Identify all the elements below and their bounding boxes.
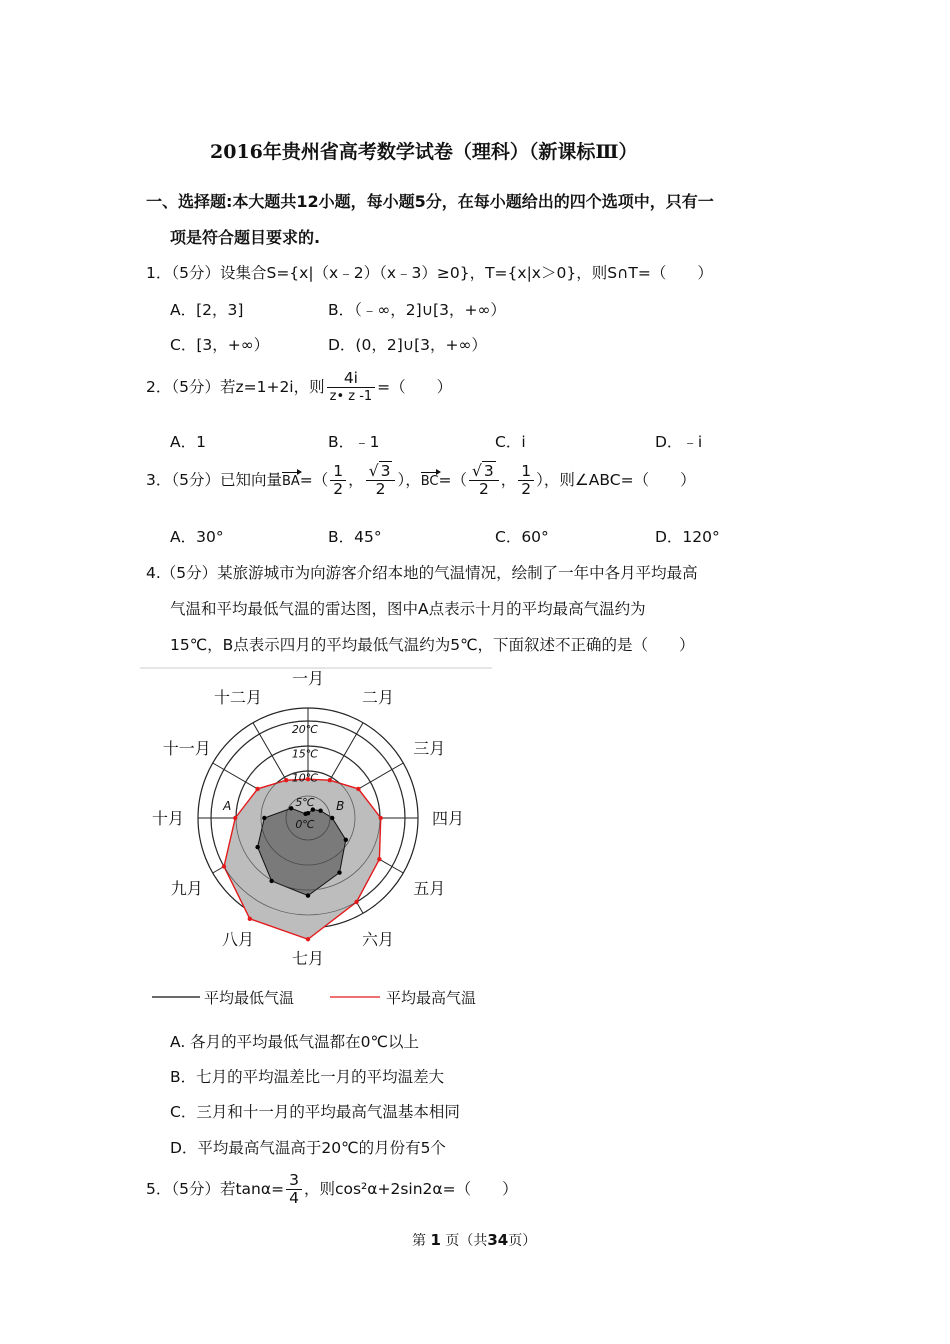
- high-temp-point-五月: [377, 857, 381, 861]
- q2-fraction: [327, 370, 376, 405]
- month-label-二月: 二月: [361, 687, 395, 707]
- question-4-line2: 气温和平均最低气温的雷达图，图中A点表示十月的平均最高气温约为: [170, 600, 646, 618]
- footer-page-number: 1: [430, 1231, 441, 1249]
- q3-comma-2: ，: [500, 471, 517, 489]
- q3-frac-4: [518, 463, 534, 498]
- month-label-十二月: 十二月: [213, 687, 263, 707]
- q4-option-b: B．七月的平均温差比一月的平均温差大: [170, 1068, 445, 1086]
- low-temp-point-八月: [269, 879, 273, 883]
- high-temp-point-十二月: [284, 778, 288, 782]
- low-temp-point-四月: [330, 816, 334, 820]
- q5-denominator: 4: [289, 1189, 299, 1207]
- q2-numerator: 4i: [327, 370, 376, 388]
- radial-tick-label: 20℃: [291, 723, 319, 736]
- q3-frac-3: [469, 463, 499, 498]
- radial-tick-label: 5℃: [295, 795, 315, 809]
- footer-total-pages: 34: [487, 1231, 509, 1249]
- q3-frac-2-num: 3: [380, 462, 391, 480]
- radial-tick-label: 15℃: [291, 747, 319, 761]
- legend-high-label: 平均最高气温: [386, 989, 477, 1007]
- legend-low-label: 平均最低气温: [204, 989, 295, 1007]
- annotation-A: A: [223, 799, 232, 813]
- q1-option-a: A．[2，3]: [170, 301, 244, 319]
- high-temp-point-十一月: [255, 787, 259, 791]
- q3-frac-3-den: 2: [478, 480, 489, 498]
- q5-fraction: [286, 1172, 302, 1207]
- q3-frac-1: [330, 463, 346, 498]
- question-5: [146, 1172, 518, 1207]
- high-temp-point-六月: [354, 900, 358, 904]
- high-temp-point-十月: [233, 816, 237, 820]
- q2-option-b: B．﹣1: [328, 433, 380, 451]
- q5-numerator: 3: [286, 1172, 302, 1190]
- low-temp-point-三月: [318, 809, 322, 813]
- question-1: 1．（5分）设集合S={x|（x﹣2）（x﹣3）≥0}，T={x|x＞0}，则S∩T=（ ）: [146, 264, 713, 282]
- q3-option-a: A．30°: [170, 528, 224, 546]
- radial-tick-label: 0℃: [295, 818, 315, 831]
- q3-option-b: B．45°: [328, 528, 382, 546]
- high-temp-point-八月: [248, 917, 252, 921]
- low-temp-point-五月: [344, 838, 348, 842]
- q5-suffix: ，则cos²α+2sin2α=（ ）: [303, 1180, 518, 1198]
- q3-eq2: =（: [438, 471, 467, 489]
- month-label-十一月: 十一月: [162, 739, 211, 758]
- q1-option-d: D．(0，2]∪[3，+∞）: [328, 336, 487, 354]
- footer-pre: 第: [412, 1233, 426, 1249]
- q2-prefix: 2．（5分）若z=1+2i，则: [146, 378, 325, 396]
- q3-suffix: ），则∠ABC=（ ）: [536, 471, 696, 489]
- month-label-一月: 一月: [291, 669, 325, 688]
- low-temp-point-十月: [262, 816, 266, 820]
- q3-frac-4-num: 1: [518, 463, 534, 481]
- radar-legend: [152, 989, 476, 1007]
- month-label-九月: 九月: [170, 879, 203, 898]
- q3-comma-1: ，: [348, 471, 364, 489]
- page-footer: [412, 1230, 536, 1250]
- q3-prefix: 3．（5分）已知向量: [146, 471, 282, 489]
- q2-option-a: A．1: [170, 433, 206, 451]
- q2-option-d: D．﹣i: [655, 433, 703, 451]
- sqrt-icon: √ 3: [368, 462, 391, 480]
- q3-frac-1-num: 1: [330, 463, 346, 481]
- low-temp-point-十一月: [289, 806, 293, 810]
- question-4-line3: 15℃，B点表示四月的平均最低气温约为5℃，下面叙述不正确的是（ ）: [170, 636, 695, 654]
- q3-vector-bc: BC: [420, 474, 439, 489]
- q3-frac-2-den: 2: [375, 480, 386, 498]
- question-2: [146, 370, 452, 405]
- q3-eq1: =（: [299, 471, 329, 489]
- high-temp-point-三月: [356, 787, 360, 791]
- month-label-三月: 三月: [413, 739, 446, 758]
- month-label-五月: 五月: [413, 879, 446, 898]
- q3-frac-4-den: 2: [521, 480, 532, 498]
- low-temp-point-九月: [255, 845, 259, 849]
- month-label-七月: 七月: [291, 949, 325, 968]
- high-temp-point-四月: [379, 816, 383, 820]
- radar-chart: [140, 666, 496, 1012]
- month-label-八月: 八月: [221, 930, 255, 950]
- radial-tick-label: 10℃: [291, 771, 319, 785]
- q1-option-c: C．[3，+∞）: [170, 336, 270, 354]
- footer-mid: 页（共: [445, 1233, 488, 1249]
- month-label-四月: 四月: [431, 809, 465, 828]
- high-temp-point-二月: [328, 778, 332, 782]
- q4-option-a: A. 各月的平均最低气温都在0℃以上: [170, 1033, 419, 1051]
- month-label-十月: 十月: [151, 809, 185, 828]
- section-header-line2: 项是符合题目要求的.: [170, 228, 321, 247]
- high-temp-point-九月: [222, 864, 226, 868]
- annotation-B: B: [336, 799, 345, 813]
- q3-vector-ba: BA: [281, 474, 300, 489]
- q3-option-d: D．120°: [655, 528, 720, 546]
- page-title: 2016年贵州省高考数学试卷（理科）（新课标Ⅲ）: [210, 141, 638, 163]
- q3-frac-3-num: 3: [483, 462, 494, 480]
- q3-frac-1-den: 2: [333, 480, 344, 498]
- q2-denominator: z• z -1: [329, 389, 373, 404]
- q2-suffix: =（ ）: [377, 378, 453, 396]
- question-4-line1: 4.（5分）某旅游城市为向游客介绍本地的气温情况，绘制了一年中各月平均最高: [146, 564, 698, 582]
- q5-prefix: 5．（5分）若tanα=: [146, 1180, 285, 1198]
- q3-mid: ），: [397, 471, 421, 489]
- low-temp-point-十二月: [303, 812, 307, 816]
- high-temp-point-七月: [306, 937, 310, 941]
- q4-option-d: D．平均最高气温高于20℃的月份有5个: [170, 1139, 446, 1157]
- low-temp-point-七月: [306, 893, 310, 897]
- low-temp-point-六月: [337, 870, 341, 874]
- month-label-六月: 六月: [361, 930, 395, 950]
- q2-option-c: C．i: [495, 433, 526, 451]
- section-header-line1: 一、选择题:本大题共12小题，每小题5分，在每小题给出的四个选项中，只有一: [146, 192, 714, 211]
- footer-post: 页）: [508, 1233, 537, 1249]
- q1-option-b: B．（﹣∞，2]∪[3，+∞）: [328, 301, 506, 319]
- question-3: [146, 463, 696, 498]
- q3-frac-2: [366, 463, 396, 498]
- q4-option-c: C．三月和十一月的平均最高气温基本相同: [170, 1103, 460, 1121]
- q3-option-c: C．60°: [495, 528, 549, 546]
- sqrt-icon: √ 3: [472, 462, 494, 480]
